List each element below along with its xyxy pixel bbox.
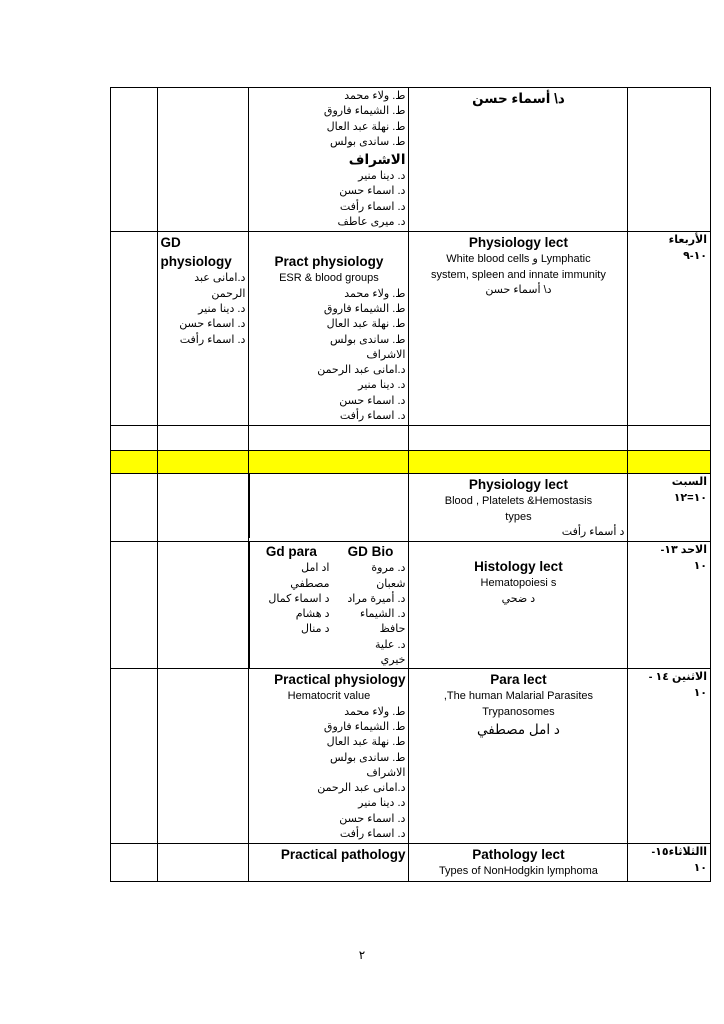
day-cell [628, 232, 711, 426]
practical-subcell [250, 474, 333, 538]
practical-line: ط. ساندى بولس [329, 333, 406, 346]
page-number: ٢ [358, 948, 366, 962]
day-name: الاحد ١٣- [660, 544, 707, 557]
practical-title: Practical physiology [274, 672, 406, 688]
gd-para-line: د اسماء كمال [268, 592, 330, 605]
practical-subcell [332, 474, 408, 538]
day-cell [628, 542, 711, 669]
gd-para-line: مصطفي [290, 577, 330, 590]
day-name: االثلاثاء١٥- [651, 846, 707, 859]
day-date: ١٠ [693, 686, 707, 699]
lecture-cell [409, 88, 628, 232]
extra-cell [111, 844, 158, 881]
lecture-line: Hematopoiesi s [480, 577, 557, 590]
practical-line: ط. الشيماء فاروق [323, 105, 406, 118]
day-date: ١٠ [693, 861, 707, 874]
gd-bio-column [332, 542, 408, 668]
gd-title: GD [160, 235, 181, 251]
gd-para-title: Gd para [265, 544, 317, 560]
gd-cell [157, 669, 249, 844]
lecture-line: The human Malarial Parasites, [443, 690, 594, 703]
lecture-line: Types of NonHodgkin lymphoma [438, 865, 598, 878]
practical-line: د. اسماء رأفت [339, 200, 406, 213]
practical-line: ط. ساندى بولس [329, 751, 406, 764]
lecture-doctor: د أسماء رأفت [561, 525, 625, 538]
yellow-cell [628, 451, 711, 474]
extra-cell [111, 88, 158, 232]
lecture-doctor: د امل مصطفي [477, 721, 560, 737]
supervision-heading: الاشراف [348, 152, 406, 168]
practical-line: ط. الشيماء فاروق [323, 720, 406, 733]
day-name: الاثنين ١٤ - [648, 671, 707, 684]
practical-line: د.امانى عبد الرحمن [317, 364, 406, 377]
gd-bio-line: خيري [380, 654, 406, 667]
lecture-doctor: د ضحي [501, 592, 536, 605]
gd-bio-line: د. مروة [371, 562, 406, 575]
gd-para-line: د منال [300, 623, 330, 636]
gd-para-line: اد امل [301, 562, 330, 575]
practical-line: د. دينا منير [358, 379, 406, 392]
lecture-line: Blood , Platelets &Hemostasis [444, 495, 593, 508]
practical-line: ESR & blood groups [279, 272, 379, 285]
lecture-line: Lymphatic و White blood cells [446, 253, 591, 266]
practical-line: د. ميرى عاطف [337, 216, 406, 229]
gd-cell [157, 232, 249, 426]
practical-line: د. اسماء حسن [339, 394, 406, 407]
practical-cell [249, 88, 409, 232]
schedule-row-spacer [111, 426, 711, 451]
gd-subtitle: physiology [160, 254, 232, 270]
gd-line: الرحمن [211, 287, 246, 300]
yellow-cell [111, 451, 158, 474]
yellow-cell [157, 451, 249, 474]
lecture-line: system, spleen and innate immunity [430, 268, 606, 281]
practical-line: ط. ولاء محمد [344, 287, 406, 300]
lecture-doctor: د\ أسماء حسن [485, 283, 552, 296]
practical-line: ط. نهلة عبد العال [326, 736, 406, 749]
lecture-cell [409, 542, 628, 669]
practical-line: د. دينا منير [358, 170, 406, 183]
gd-bio-line: شعبان [376, 577, 406, 590]
practical-line: الاشراف [366, 766, 406, 779]
practical-line: ط. الشيماء فاروق [323, 302, 406, 315]
gd-line: د.امانى عبد [194, 272, 246, 285]
practical-line: د. اسماء رأفت [339, 410, 406, 423]
gd-para-line: د هشام [295, 608, 330, 621]
schedule-table [110, 87, 711, 882]
extra-cell [111, 542, 158, 669]
practical-cell [249, 542, 409, 669]
gd-cell [157, 474, 249, 542]
schedule-row-4 [111, 542, 711, 669]
empty-cell [111, 426, 158, 451]
day-cell [628, 88, 711, 232]
schedule-row-3 [111, 474, 711, 542]
practical-line: الاشراف [366, 348, 406, 361]
lecture-cell [409, 474, 628, 542]
practical-line: د. اسماء رأفت [339, 827, 406, 840]
practical-cell [249, 669, 409, 844]
practical-line: ط. ساندى بولس [329, 135, 406, 148]
extra-cell [111, 232, 158, 426]
lecture-title: Pathology lect [472, 847, 565, 863]
practical-line: ط. نهلة عبد العال [326, 318, 406, 331]
gd-bio-title: GD Bio [347, 544, 394, 560]
lecture-title: Physiology lect [468, 477, 568, 493]
schedule-row-1 [111, 88, 711, 232]
gd-line: د. اسماء حسن [179, 318, 246, 331]
gd-para-column [250, 542, 333, 668]
lecture-cell [409, 232, 628, 426]
day-name: الأربعاء [668, 234, 707, 247]
lecture-cell [409, 669, 628, 844]
schedule-row-5 [111, 669, 711, 844]
gd-bio-line: حافظ [379, 623, 406, 636]
practical-line: ط. ولاء محمد [344, 705, 406, 718]
gd-bio-line: د. أميرة مراد [347, 592, 406, 605]
day-date: ١٠-٩ [683, 249, 707, 262]
yellow-cell [409, 451, 628, 474]
lecture-doctor: د\ أسماء حسن [472, 91, 565, 106]
extra-cell [111, 474, 158, 542]
day-date: ١٠ [693, 559, 707, 572]
practical-line: د. دينا منير [358, 797, 406, 810]
extra-cell [111, 669, 158, 844]
lecture-line: Trypanosomes [482, 705, 555, 718]
day-cell [628, 474, 711, 542]
gd-line: د. اسماء رأفت [179, 333, 246, 346]
gd-line: د. دينا منير [198, 302, 246, 315]
day-name: السبت [671, 476, 707, 489]
empty-cell [409, 426, 628, 451]
day-cell [628, 669, 711, 844]
practical-cell [249, 232, 409, 426]
lecture-cell [409, 844, 628, 881]
day-cell [628, 844, 711, 881]
lecture-line: types [505, 510, 532, 523]
practical-line: ط. ولاء محمد [344, 90, 406, 102]
empty-cell [628, 426, 711, 451]
schedule-row-2 [111, 232, 711, 426]
practical-line: د.امانى عبد الرحمن [317, 782, 406, 795]
practical-line: ط. نهلة عبد العال [326, 120, 406, 133]
practical-cell [249, 844, 409, 881]
practical-title: Pract physiology [274, 254, 384, 270]
practical-title: Practical pathology [280, 847, 406, 863]
yellow-cell [249, 451, 409, 474]
empty-cell [249, 426, 409, 451]
practical-line: د. اسماء حسن [339, 812, 406, 825]
schedule-row-6 [111, 844, 711, 881]
lecture-title: Para lect [490, 672, 547, 688]
gd-cell [157, 844, 249, 881]
gd-bio-line: د. علية [375, 638, 406, 651]
practical-cell [249, 474, 409, 542]
lecture-title: Physiology lect [468, 235, 568, 251]
gd-bio-line: د. الشيماء [360, 608, 406, 621]
empty-cell [157, 426, 249, 451]
practical-line: Hematocrit value [287, 690, 371, 703]
gd-cell [157, 542, 249, 669]
practical-line: د. اسماء حسن [339, 185, 406, 198]
gd-cell [157, 88, 249, 232]
yellow-separator-row [111, 451, 711, 474]
day-date: ١٠=١٢ [673, 491, 707, 504]
lecture-title: Histology lect [474, 559, 563, 575]
